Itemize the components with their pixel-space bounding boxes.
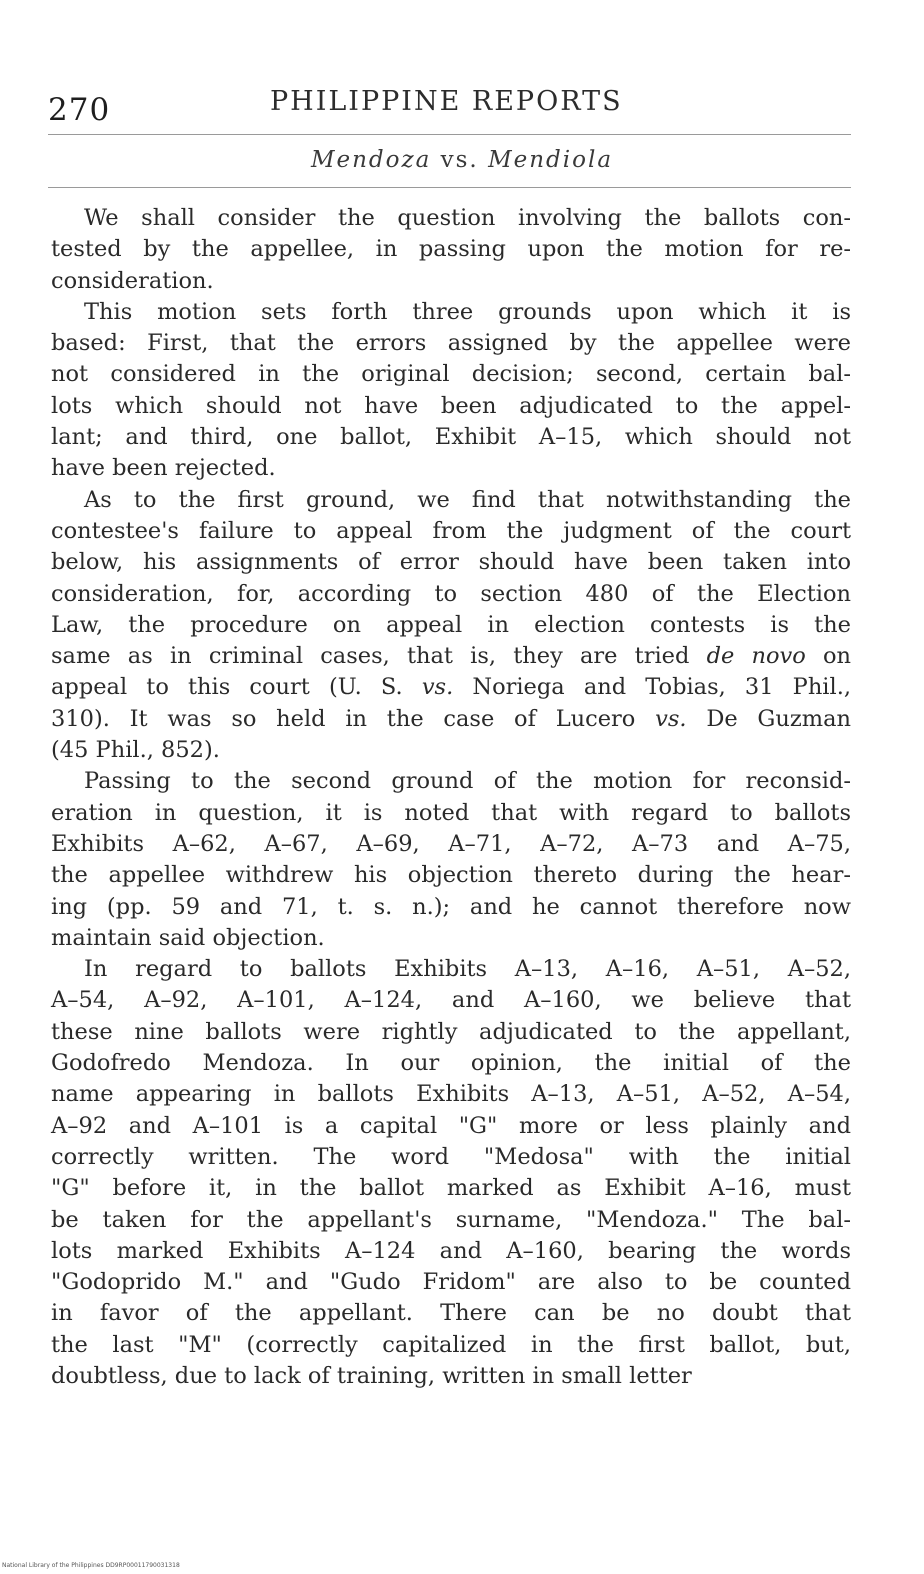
- paragraph: [51, 485, 851, 767]
- text-line: appeal to this court (U. S. vs. Noriega and Tobias, 31 Phil.,: [51, 674, 852, 701]
- text-line: Godofredo Mendoza. In our opinion, the initial of the: [51, 1050, 851, 1077]
- text-line: eration in question, it is noted that with regard to ballots: [51, 799, 851, 826]
- text-line: "Godoprido M." and "Gudo Fridom" are also to be counted: [51, 1269, 851, 1296]
- header-rule-top: [48, 134, 851, 135]
- text-line: in favor of the appellant. There can be no doubt that: [51, 1300, 851, 1327]
- text-line: (45 Phil., 852).: [51, 737, 220, 764]
- text-line: Passing to the second ground of the motion for reconsid-: [84, 768, 851, 795]
- running-head: PHILIPPINE REPORTS: [270, 86, 623, 117]
- page-number: 270: [48, 92, 111, 128]
- text-line: Law, the procedure on appeal in election contests is the: [51, 611, 851, 638]
- text-line: name appearing in ballots Exhibits A–13, A–51, A–52, A–54,: [51, 1081, 851, 1108]
- text-line: lots marked Exhibits A–124 and A–160, bearing the words: [51, 1237, 851, 1264]
- text-line: correctly written. The word "Medosa" with the initial: [51, 1143, 851, 1170]
- text-line: As to the first ground, we find that notwithstanding the: [84, 486, 851, 513]
- text-line: be taken for the appellant's surname, "Mendoza." The bal-: [51, 1206, 851, 1233]
- text-line: 310). It was so held in the case of Lucero vs. De Guzman: [51, 705, 851, 732]
- text-line: "G" before it, in the ballot marked as Exhibit A–16, must: [51, 1175, 851, 1202]
- text-line: Exhibits A–62, A–67, A–69, A–71, A–72, A–73 and A–75,: [51, 830, 851, 857]
- text-line: ing (pp. 59 and 71, t. s. n.); and he cannot therefore now: [51, 893, 851, 920]
- text-line: consideration, for, according to section 480 of the Election: [51, 580, 851, 607]
- text-line: lots which should not have been adjudicated to the appel-: [51, 392, 851, 419]
- text-line: A–92 and A–101 is a capital "G" more or less plainly and: [51, 1112, 851, 1139]
- paragraph: [51, 954, 851, 1392]
- text-line: tested by the appellee, in passing upon the motion for re-: [51, 236, 851, 263]
- text-line: This motion sets forth three grounds upon which it is: [84, 298, 851, 325]
- text-line: the last "M" (correctly capitalized in the first ballot, but,: [51, 1331, 851, 1358]
- paragraph: [51, 297, 851, 485]
- text-line: based: First, that the errors assigned by the appellee were: [51, 330, 851, 357]
- text-line: same as in criminal cases, that is, they are tried de novo on: [51, 643, 851, 670]
- text-line: consideration.: [51, 267, 214, 294]
- text-line: contestee's failure to appeal from the judgment of the court: [51, 517, 851, 544]
- text-line: have been rejected.: [51, 455, 276, 482]
- text-line: below, his assignments of error should have been taken into: [51, 549, 851, 576]
- paragraph: [51, 203, 851, 297]
- text-line: We shall consider the question involving the ballots con-: [84, 205, 851, 231]
- case-title: Mendoza vs. Mendiola: [310, 147, 614, 173]
- text-line: the appellee withdrew his objection thereto during the hear-: [51, 862, 851, 889]
- header-rule-bottom: [48, 187, 851, 188]
- body-text: [51, 203, 851, 1392]
- text-line: maintain said objection.: [51, 924, 325, 951]
- text-line: not considered in the original decision; second, certain bal-: [51, 361, 851, 388]
- text-line: A–54, A–92, A–101, A–124, and A–160, we believe that: [51, 987, 851, 1014]
- footer-credit: National Library of the Philippines DD9RP00011790031318: [2, 1562, 180, 1569]
- text-line: lant; and third, one ballot, Exhibit A–15, which should not: [51, 424, 851, 451]
- text-line: In regard to ballots Exhibits A–13, A–16, A–51, A–52,: [84, 956, 851, 983]
- text-line: doubtless, due to lack of training, written in small letter: [51, 1362, 692, 1389]
- text-line: these nine ballots were rightly adjudicated to the appellant,: [51, 1018, 851, 1045]
- paragraph: [51, 766, 851, 954]
